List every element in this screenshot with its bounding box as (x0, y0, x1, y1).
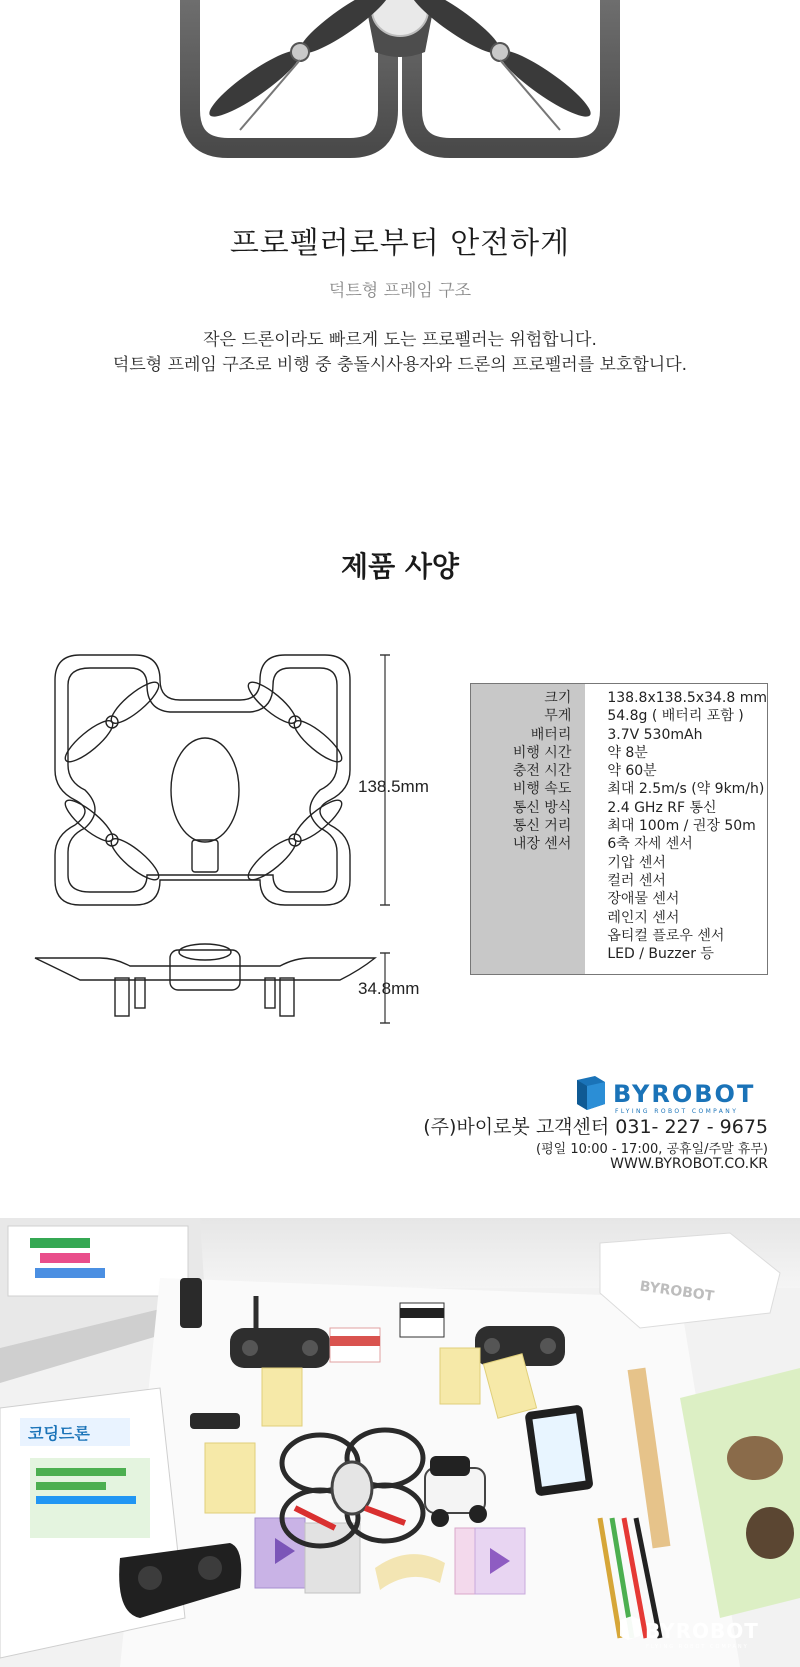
spec-value: 최대 100m / 권장 50m (607, 818, 756, 835)
spec-value: 옵티컬 플로우 센서 (607, 927, 725, 944)
spec-value: 약 8분 (607, 744, 648, 761)
safety-description-line2: 덕트형 프레임 구조로 비행 중 충돌시사용자와 드론의 프로펠러를 보호합니다. (112, 355, 688, 375)
spec-label: 충전 시간 (512, 763, 572, 780)
spec-value: 약 60분 (607, 763, 657, 780)
customer-center-contact: (주)바이로봇 고객센터 031- 227 - 9675 (423, 1116, 768, 1138)
spec-value: 컬러 센서 (607, 872, 666, 889)
spec-label: 크기 (544, 690, 572, 706)
spec-label: 무게 (544, 708, 572, 725)
byrobot-logo-tagline: FLYING ROBOT COMPANY (615, 1108, 739, 1115)
spec-value: 2.4 GHz RF 통신 (607, 799, 717, 816)
byrobot-logo-text: BYROBOT (613, 1080, 756, 1108)
section-title-safety: 프로펠러로부터 안전하게 (229, 226, 571, 261)
website-url[interactable]: WWW.BYROBOT.CO.KR (610, 1156, 768, 1172)
drone-dimension-diagram (20, 640, 440, 1030)
dimension-height-label: 138.5mm (358, 777, 429, 796)
photo-watermark-logo: BYROBOT (645, 1619, 759, 1643)
spec-value: 레인지 센서 (607, 909, 680, 926)
section-subtitle-duct: 덕트형 프레임 구조 (328, 281, 472, 301)
spec-value: 54.8g ( 배터리 포함 ) (607, 708, 744, 725)
product-box-label: BYROBOT (638, 1278, 716, 1305)
spec-label: 비행 속도 (512, 781, 572, 798)
spec-value: LED / Buzzer 등 (607, 946, 714, 963)
spec-label-column (471, 684, 585, 974)
dimension-depth-label: 34.8mm (358, 979, 420, 998)
spec-value: 장애물 센서 (607, 891, 680, 908)
spec-value: 최대 2.5m/s (약 9km/h) (607, 781, 765, 798)
spec-label: 통신 방식 (512, 799, 572, 816)
section-title-specs: 제품 사양 (341, 550, 459, 583)
spec-value: 138.8x138.5x34.8 mm (607, 690, 767, 706)
spec-value: 6축 자세 센서 (607, 836, 693, 853)
manual-cover-title: 코딩드론 (28, 1424, 90, 1443)
spec-table (470, 683, 768, 975)
spec-value-column (585, 684, 767, 974)
spec-label: 비행 시간 (512, 744, 572, 761)
spec-label: 배터리 (530, 726, 572, 743)
spec-value: 기압 센서 (607, 854, 666, 871)
product-kit-photo (0, 1218, 800, 1667)
customer-center-hours: (평일 10:00 - 17:00, 공휴일/주말 휴무) (536, 1142, 768, 1157)
safety-description-line1: 작은 드론이라도 빠르게 도는 프로펠러는 위험합니다. (203, 330, 597, 350)
drone-frame-image (0, 0, 800, 170)
spec-value: 3.7V 530mAh (607, 726, 703, 743)
spec-label: 내장 센서 (512, 836, 572, 853)
spec-label: 통신 거리 (512, 818, 572, 835)
photo-watermark-tagline: FLYING ROBOT COMPANY (646, 1644, 749, 1650)
